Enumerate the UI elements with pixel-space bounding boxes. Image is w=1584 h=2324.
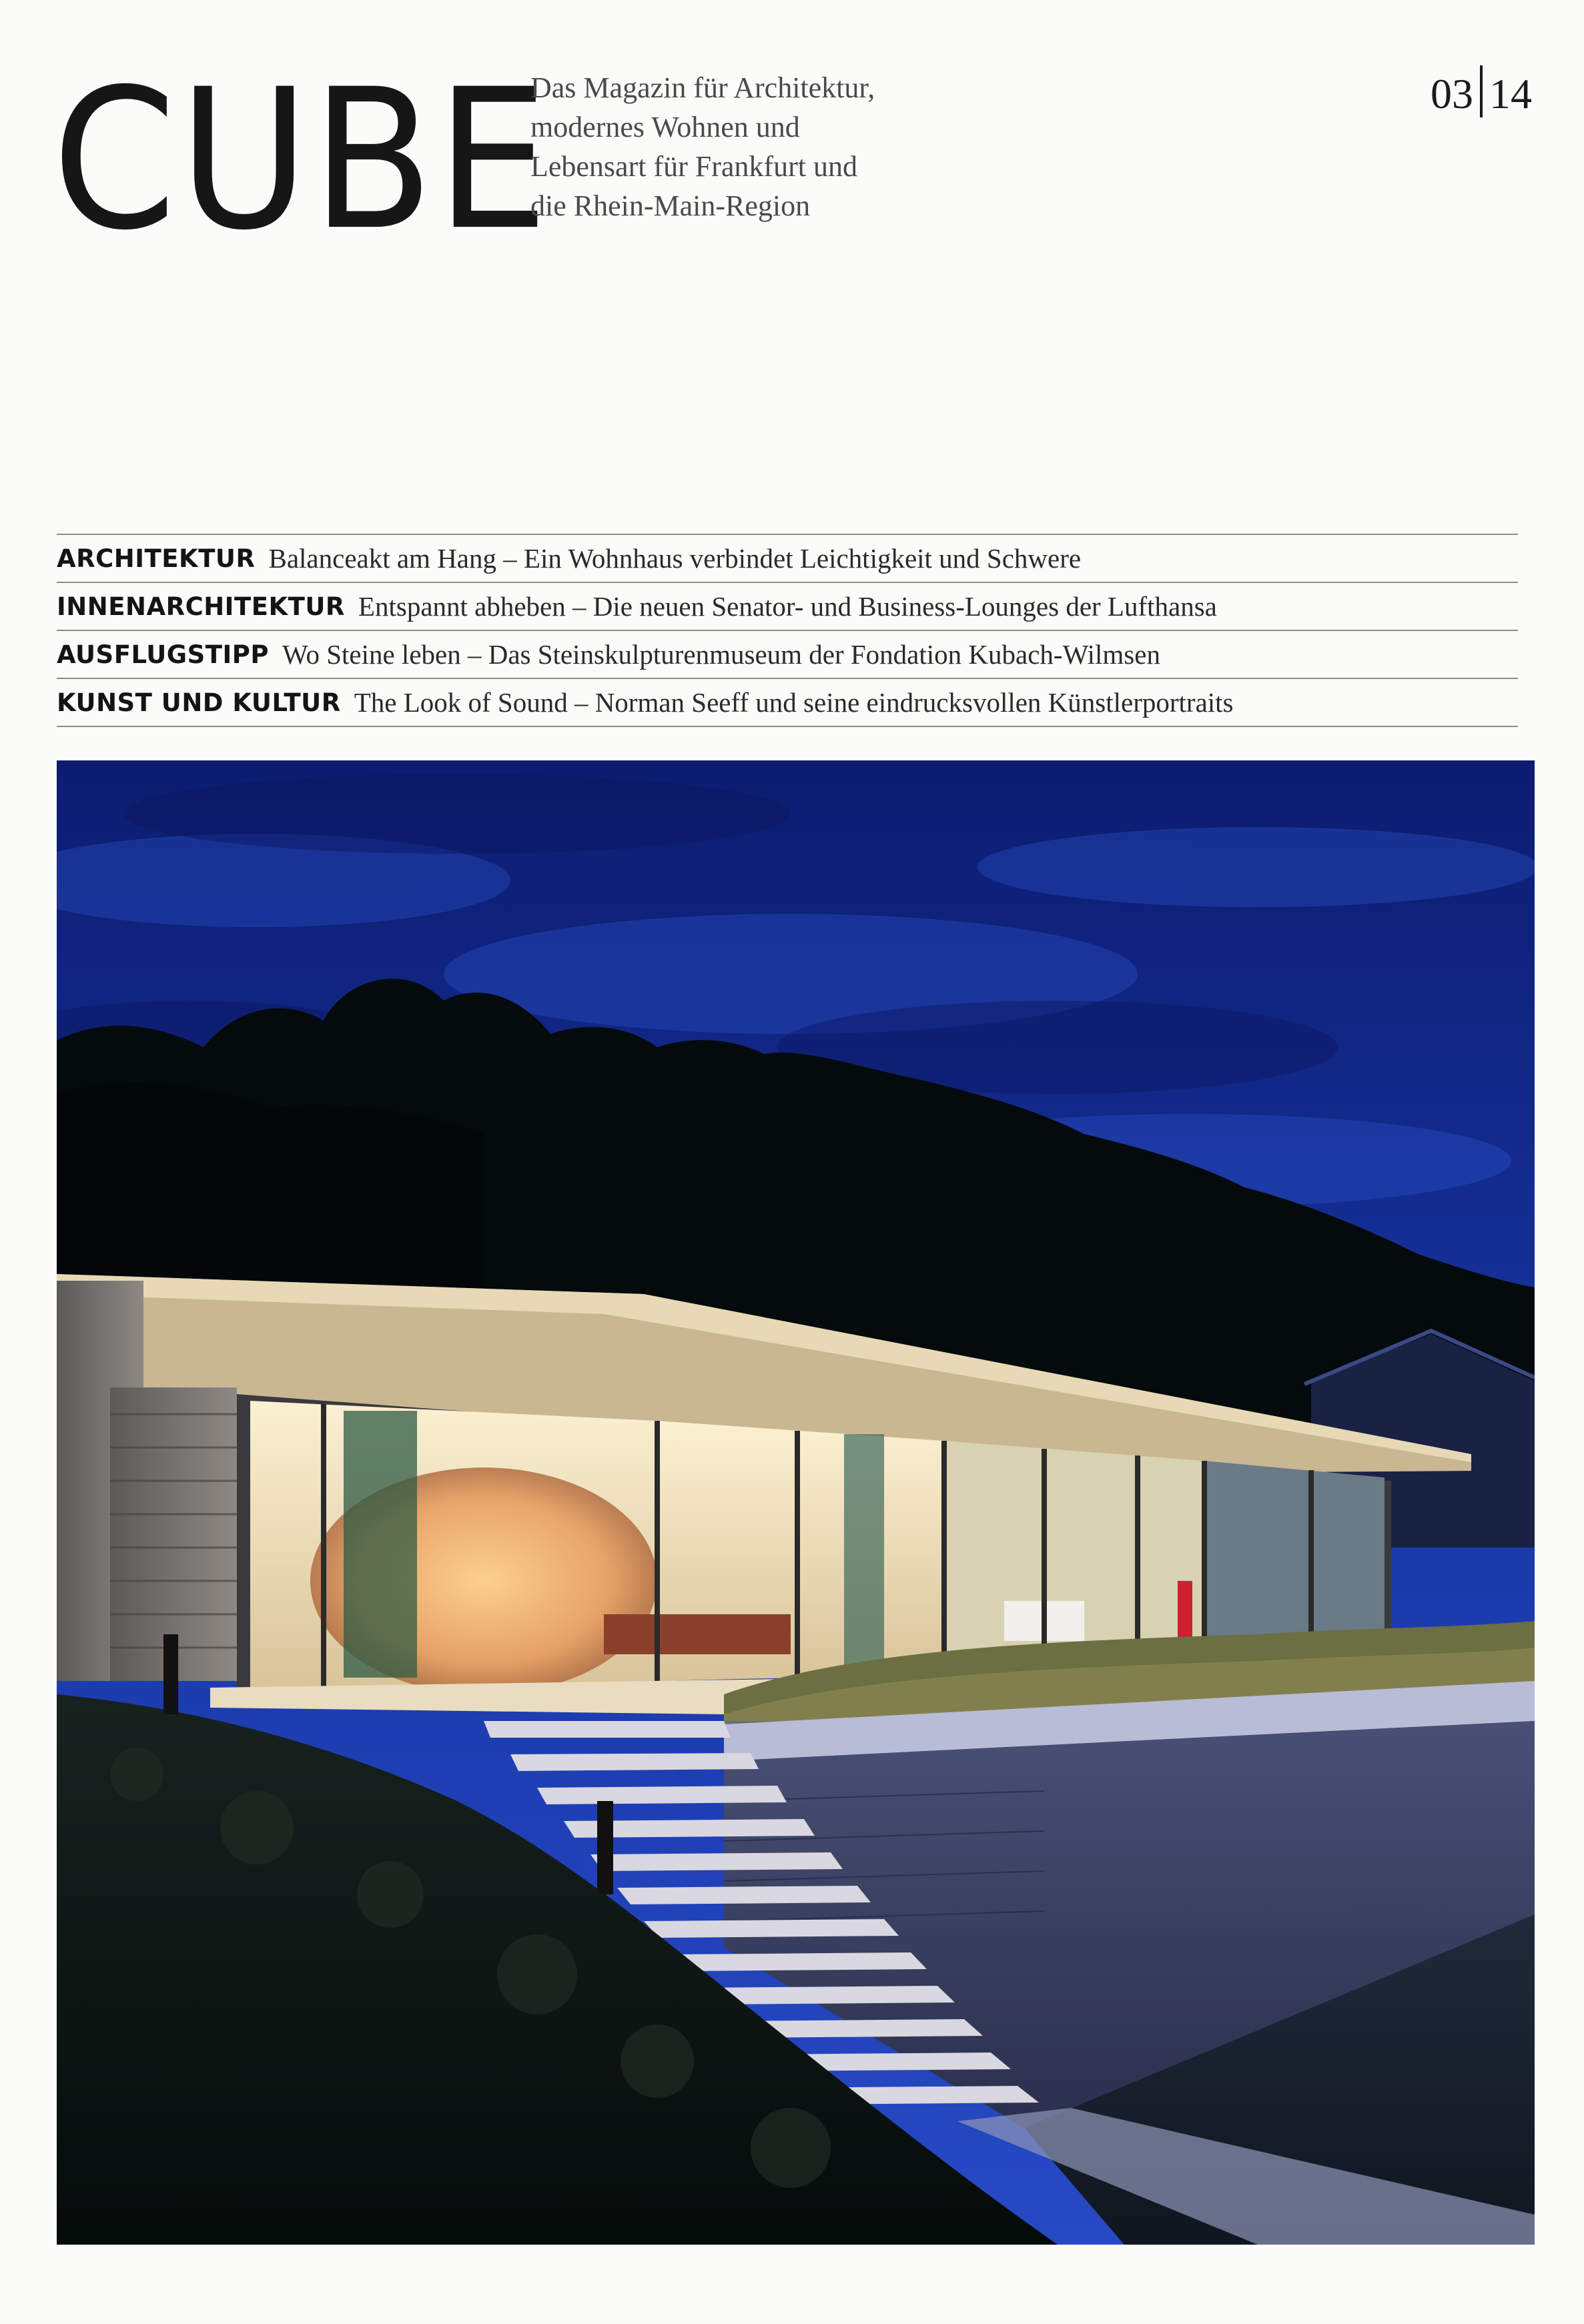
contents-headline: Wo Steine leben – Das Steinskulpturenmuseum der Fondation Kubach-Wilmsen: [282, 639, 1160, 670]
contents-item: [57, 678, 1518, 727]
contents-item: [57, 534, 1518, 582]
magazine-tagline: [530, 68, 1038, 225]
tagline-line: die Rhein-Main-Region: [530, 189, 811, 222]
masthead-logo: CUBE: [52, 48, 551, 273]
contents-headline: Balanceakt am Hang – Ein Wohnhaus verbindet Leichtigkeit und Schwere: [268, 543, 1082, 574]
contents-headline: Entspannt abheben – Die neuen Senator- und Business-Lounges der Lufthansa: [358, 591, 1217, 622]
contents-category: ARCHITEKTUR: [57, 544, 256, 573]
issue-number: [1431, 65, 1532, 119]
tagline-line: modernes Wohnen und: [530, 111, 800, 143]
contents-category: INNENARCHITEKTUR: [57, 592, 345, 621]
night-house-photo: [57, 760, 1535, 2245]
contents-item: [57, 582, 1518, 630]
tagline-line: Lebensart für Frankfurt und: [530, 150, 857, 183]
issue-number-value: 03: [1431, 70, 1473, 117]
contents-category: AUSFLUGSTIPP: [57, 640, 270, 669]
contents-headline: The Look of Sound – Norman Seeff und seine eindrucksvollen Künstlerportraits: [354, 687, 1234, 718]
cover-contents-list: [57, 534, 1518, 727]
issue-year-value: 14: [1489, 70, 1532, 117]
contents-category: KUNST UND KULTUR: [57, 688, 341, 717]
cover-photo: [57, 760, 1535, 2245]
issue-divider: [1480, 65, 1483, 117]
tagline-line: Das Magazin für Architektur,: [530, 71, 875, 104]
contents-item: [57, 630, 1518, 678]
